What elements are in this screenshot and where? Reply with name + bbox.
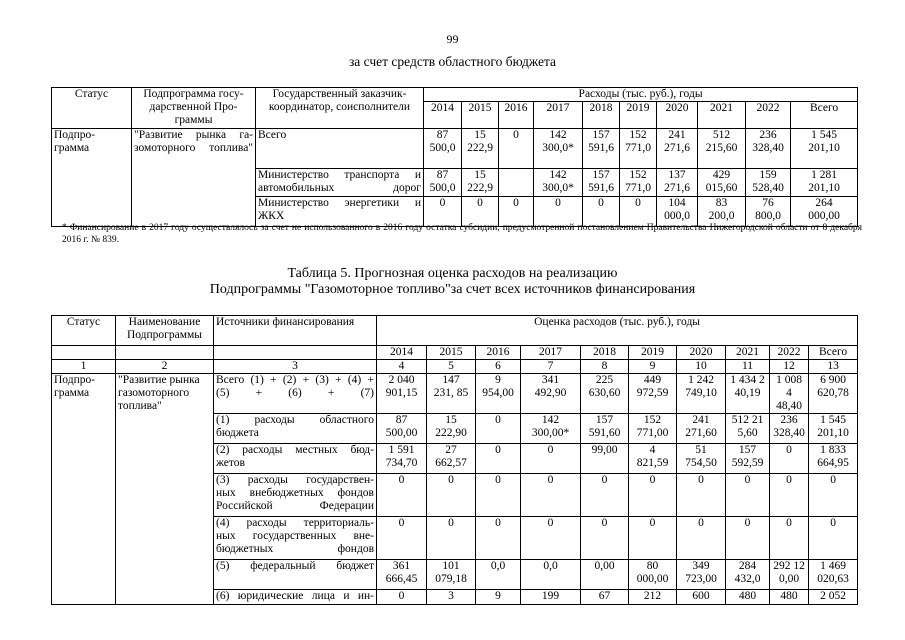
year-header: 2022 xyxy=(746,102,791,129)
value-cell: 292 12 0,00 xyxy=(770,560,809,590)
source-label: (2) расходы местных бюд- жетов xyxy=(214,444,377,474)
value-cell: 0 xyxy=(476,444,521,474)
value-cell: 0 xyxy=(581,474,629,517)
table5-title-line-1: Таблица 5. Прогнозная оценка расходов на реализацию xyxy=(287,266,618,281)
value-cell: 0 xyxy=(476,517,521,560)
column-number: 2 xyxy=(116,360,214,374)
value-cell: 0 xyxy=(809,517,858,560)
year-header: Всего xyxy=(791,102,858,129)
year-header: 2019 xyxy=(629,346,677,360)
table5-all-sources xyxy=(51,315,858,605)
value-cell: 3 xyxy=(427,590,476,605)
value-cell: 0 xyxy=(521,517,581,560)
value-cell: 0 xyxy=(629,517,677,560)
year-header: 2020 xyxy=(677,346,726,360)
value-cell: 1 545 201,10 xyxy=(791,129,858,169)
value-cell: 80 000,00 xyxy=(629,560,677,590)
value-cell: 0 xyxy=(424,197,462,227)
column-number: 10 xyxy=(677,360,726,374)
column-number: 3 xyxy=(214,360,377,374)
value-cell: 157 591,6 xyxy=(583,129,620,169)
value-cell: 264 000,00 xyxy=(791,197,858,227)
column-number: 12 xyxy=(770,360,809,374)
value-cell: 159 528,40 xyxy=(746,169,791,197)
column-number: 4 xyxy=(377,360,427,374)
value-cell: 0 xyxy=(534,197,583,227)
value-cell: 0 xyxy=(620,197,657,227)
value-cell: 142 300,00* xyxy=(521,414,581,444)
row-label: Министерство транспорта и автомобильных дорог xyxy=(256,169,424,197)
year-header: 2018 xyxy=(583,102,620,129)
value-cell: 0 xyxy=(581,517,629,560)
value-cell: 27 662,57 xyxy=(427,444,476,474)
value-cell: 1 008 4 48,40 xyxy=(770,374,809,414)
t5-header-status: Статус xyxy=(52,316,116,346)
year-header: 2015 xyxy=(427,346,476,360)
value-cell: 0 xyxy=(677,517,726,560)
header-customer: Государственный заказчик- координатор, соисполнители xyxy=(256,88,424,129)
value-cell: 0 xyxy=(427,474,476,517)
value-cell: 9 xyxy=(476,590,521,605)
value-cell: 600 xyxy=(677,590,726,605)
value-cell: 0 xyxy=(770,474,809,517)
year-header: 2014 xyxy=(424,102,462,129)
value-cell: 0 xyxy=(499,129,534,169)
row-label: Министерство энергетики и ЖКХ xyxy=(256,197,424,227)
column-number: 5 xyxy=(427,360,476,374)
value-cell: 67 xyxy=(581,590,629,605)
source-label: (3) расходы государствен- ных внебюджетных фондов Российской Федерации xyxy=(214,474,377,517)
column-number: 8 xyxy=(581,360,629,374)
source-label: (1) расходы областного бюджета xyxy=(214,414,377,444)
table5-title-line-2: Подпрограммы "Газомоторное топливо"за счет всех источников финансирования xyxy=(209,282,696,297)
table-row xyxy=(52,374,858,414)
year-header: 2015 xyxy=(462,102,499,129)
column-number: 9 xyxy=(629,360,677,374)
value-cell: 199 xyxy=(521,590,581,605)
value-cell: 0 xyxy=(726,474,770,517)
value-cell: 236 328,40 xyxy=(770,414,809,444)
value-cell: 361 666,45 xyxy=(377,560,427,590)
value-cell: 1 545 201,10 xyxy=(809,414,858,444)
year-header: 2020 xyxy=(657,102,698,129)
column-number: 11 xyxy=(726,360,770,374)
value-cell: 152 771,0 xyxy=(620,169,657,197)
value-cell: 1 242 749,10 xyxy=(677,374,726,414)
value-cell: 0 xyxy=(726,517,770,560)
value-cell: 0,00 xyxy=(581,560,629,590)
value-cell: 212 xyxy=(629,590,677,605)
value-cell: 1 833 664,95 xyxy=(809,444,858,474)
column-number: 6 xyxy=(476,360,521,374)
value-cell: 87 500,00 xyxy=(377,414,427,444)
year-header: 2021 xyxy=(698,102,746,129)
year-header: 2016 xyxy=(476,346,521,360)
t5-header-name: Наименование Подпрограммы xyxy=(116,316,214,346)
value-cell: 157 591,60 xyxy=(581,414,629,444)
value-cell: 449 972,59 xyxy=(629,374,677,414)
column-number: 13 xyxy=(809,360,858,374)
value-cell: 15 222,90 xyxy=(427,414,476,444)
row-label: Всего xyxy=(256,129,424,169)
value-cell: 0 xyxy=(427,517,476,560)
value-cell: 349 723,00 xyxy=(677,560,726,590)
source-label: (6) юридические лица и ин- xyxy=(214,590,377,605)
value-cell: 284 432,0 xyxy=(726,560,770,590)
empty-header-cell xyxy=(214,346,377,360)
value-cell: 429 015,60 xyxy=(698,169,746,197)
value-cell: 480 xyxy=(726,590,770,605)
empty-header-cell xyxy=(116,346,214,360)
header-status: Статус xyxy=(52,88,132,129)
value-cell: 0 xyxy=(809,474,858,517)
page-number: 99 xyxy=(446,32,459,46)
section-subtitle: за счет средств областного бюджета xyxy=(348,54,557,69)
value-cell: 152 771,00 xyxy=(629,414,677,444)
year-header: 2014 xyxy=(377,346,427,360)
value-cell: 241 271,60 xyxy=(677,414,726,444)
value-cell: 0 xyxy=(499,197,534,227)
value-cell: 152 771,0 xyxy=(620,129,657,169)
value-cell: 15 222,9 xyxy=(462,169,499,197)
value-cell: 142 300,0* xyxy=(534,169,583,197)
year-header: 2019 xyxy=(620,102,657,129)
value-cell: 0 xyxy=(377,590,427,605)
t5-header-estimate: Оценка расходов (тыс. руб.), годы xyxy=(377,316,858,346)
status-cell: Подпро- грамма xyxy=(52,129,132,227)
value-cell: 104 000,0 xyxy=(657,197,698,227)
value-cell: 87 500,0 xyxy=(424,169,462,197)
value-cell: 0 xyxy=(476,414,521,444)
value-cell: 0 xyxy=(629,474,677,517)
value-cell: 2 052 xyxy=(809,590,858,605)
year-header: Всего xyxy=(809,346,858,360)
value-cell: 76 800,0 xyxy=(746,197,791,227)
value-cell: 83 200,0 xyxy=(698,197,746,227)
value-cell: 0,0 xyxy=(476,560,521,590)
value-cell: 6 900 620,78 xyxy=(809,374,858,414)
source-label: (4) расходы территориаль- ных государственных вне- бюджетных фондов xyxy=(214,517,377,560)
year-header: 2017 xyxy=(534,102,583,129)
value-cell: 241 271,6 xyxy=(657,129,698,169)
value-cell: 1 469 020,63 xyxy=(809,560,858,590)
value-cell: 0 xyxy=(462,197,499,227)
value-cell: 15 222,9 xyxy=(462,129,499,169)
source-label: (5) федеральный бюджет xyxy=(214,560,377,590)
year-header: 2021 xyxy=(726,346,770,360)
value-cell: 142 300,0* xyxy=(534,129,583,169)
empty-header-cell xyxy=(52,346,116,360)
value-cell: 512 215,60 xyxy=(698,129,746,169)
value-cell: 99,00 xyxy=(581,444,629,474)
value-cell: 0 xyxy=(377,517,427,560)
value-cell: 87 500,0 xyxy=(424,129,462,169)
value-cell: 236 328,40 xyxy=(746,129,791,169)
year-header: 2017 xyxy=(521,346,581,360)
value-cell: 4 821,59 xyxy=(629,444,677,474)
column-number: 7 xyxy=(521,360,581,374)
value-cell: 137 271,6 xyxy=(657,169,698,197)
value-cell: 480 xyxy=(770,590,809,605)
source-label: Всего (1) + (2) + (3) + (4) + (5) + (6) + (7) xyxy=(214,374,377,414)
value-cell: 9 954,00 xyxy=(476,374,521,414)
value-cell xyxy=(499,169,534,197)
value-cell: 2 040 901,15 xyxy=(377,374,427,414)
value-cell: 1 434 2 40,19 xyxy=(726,374,770,414)
value-cell: 101 079,18 xyxy=(427,560,476,590)
value-cell: 1 591 734,70 xyxy=(377,444,427,474)
value-cell: 0,0 xyxy=(521,560,581,590)
header-subprogram: Подпрограмма госу- дарственной Про- граммы xyxy=(132,88,256,129)
value-cell: 157 592,59 xyxy=(726,444,770,474)
status-cell: Подпро- грамма xyxy=(52,374,116,605)
year-header: 2016 xyxy=(499,102,534,129)
t5-header-sources: Источники финансирования xyxy=(214,316,377,346)
value-cell: 147 231, 85 xyxy=(427,374,476,414)
table-row xyxy=(52,129,858,169)
footnote: * Финансирование в 2017 году осуществлялось за счет не использованного в 2016 году остатка субсидии, предусмотренной постановлением Правительства Нижегородской области от 8 декабря 2016 г. № 839. xyxy=(62,223,862,245)
value-cell: 0 xyxy=(583,197,620,227)
value-cell: 51 754,50 xyxy=(677,444,726,474)
value-cell: 0 xyxy=(677,474,726,517)
subprogram-cell: "Развитие рынка га- зомоторного топлива" xyxy=(132,129,256,227)
value-cell: 0 xyxy=(476,474,521,517)
table5-title xyxy=(0,266,905,298)
value-cell: 157 591,6 xyxy=(583,169,620,197)
column-number: 1 xyxy=(52,360,116,374)
year-header: 2022 xyxy=(770,346,809,360)
table-regional-budget xyxy=(51,87,858,227)
value-cell: 225 630,60 xyxy=(581,374,629,414)
subprogram-name-cell: "Развитие рынка газомоторного топлива" xyxy=(116,374,214,605)
value-cell: 512 21 5,60 xyxy=(726,414,770,444)
value-cell: 1 281 201,10 xyxy=(791,169,858,197)
value-cell: 0 xyxy=(521,474,581,517)
header-expenses: Расходы (тыс. руб.), годы xyxy=(424,88,858,102)
value-cell: 0 xyxy=(770,517,809,560)
value-cell: 341 492,90 xyxy=(521,374,581,414)
value-cell: 0 xyxy=(521,444,581,474)
year-header: 2018 xyxy=(581,346,629,360)
value-cell: 0 xyxy=(770,444,809,474)
value-cell: 0 xyxy=(377,474,427,517)
